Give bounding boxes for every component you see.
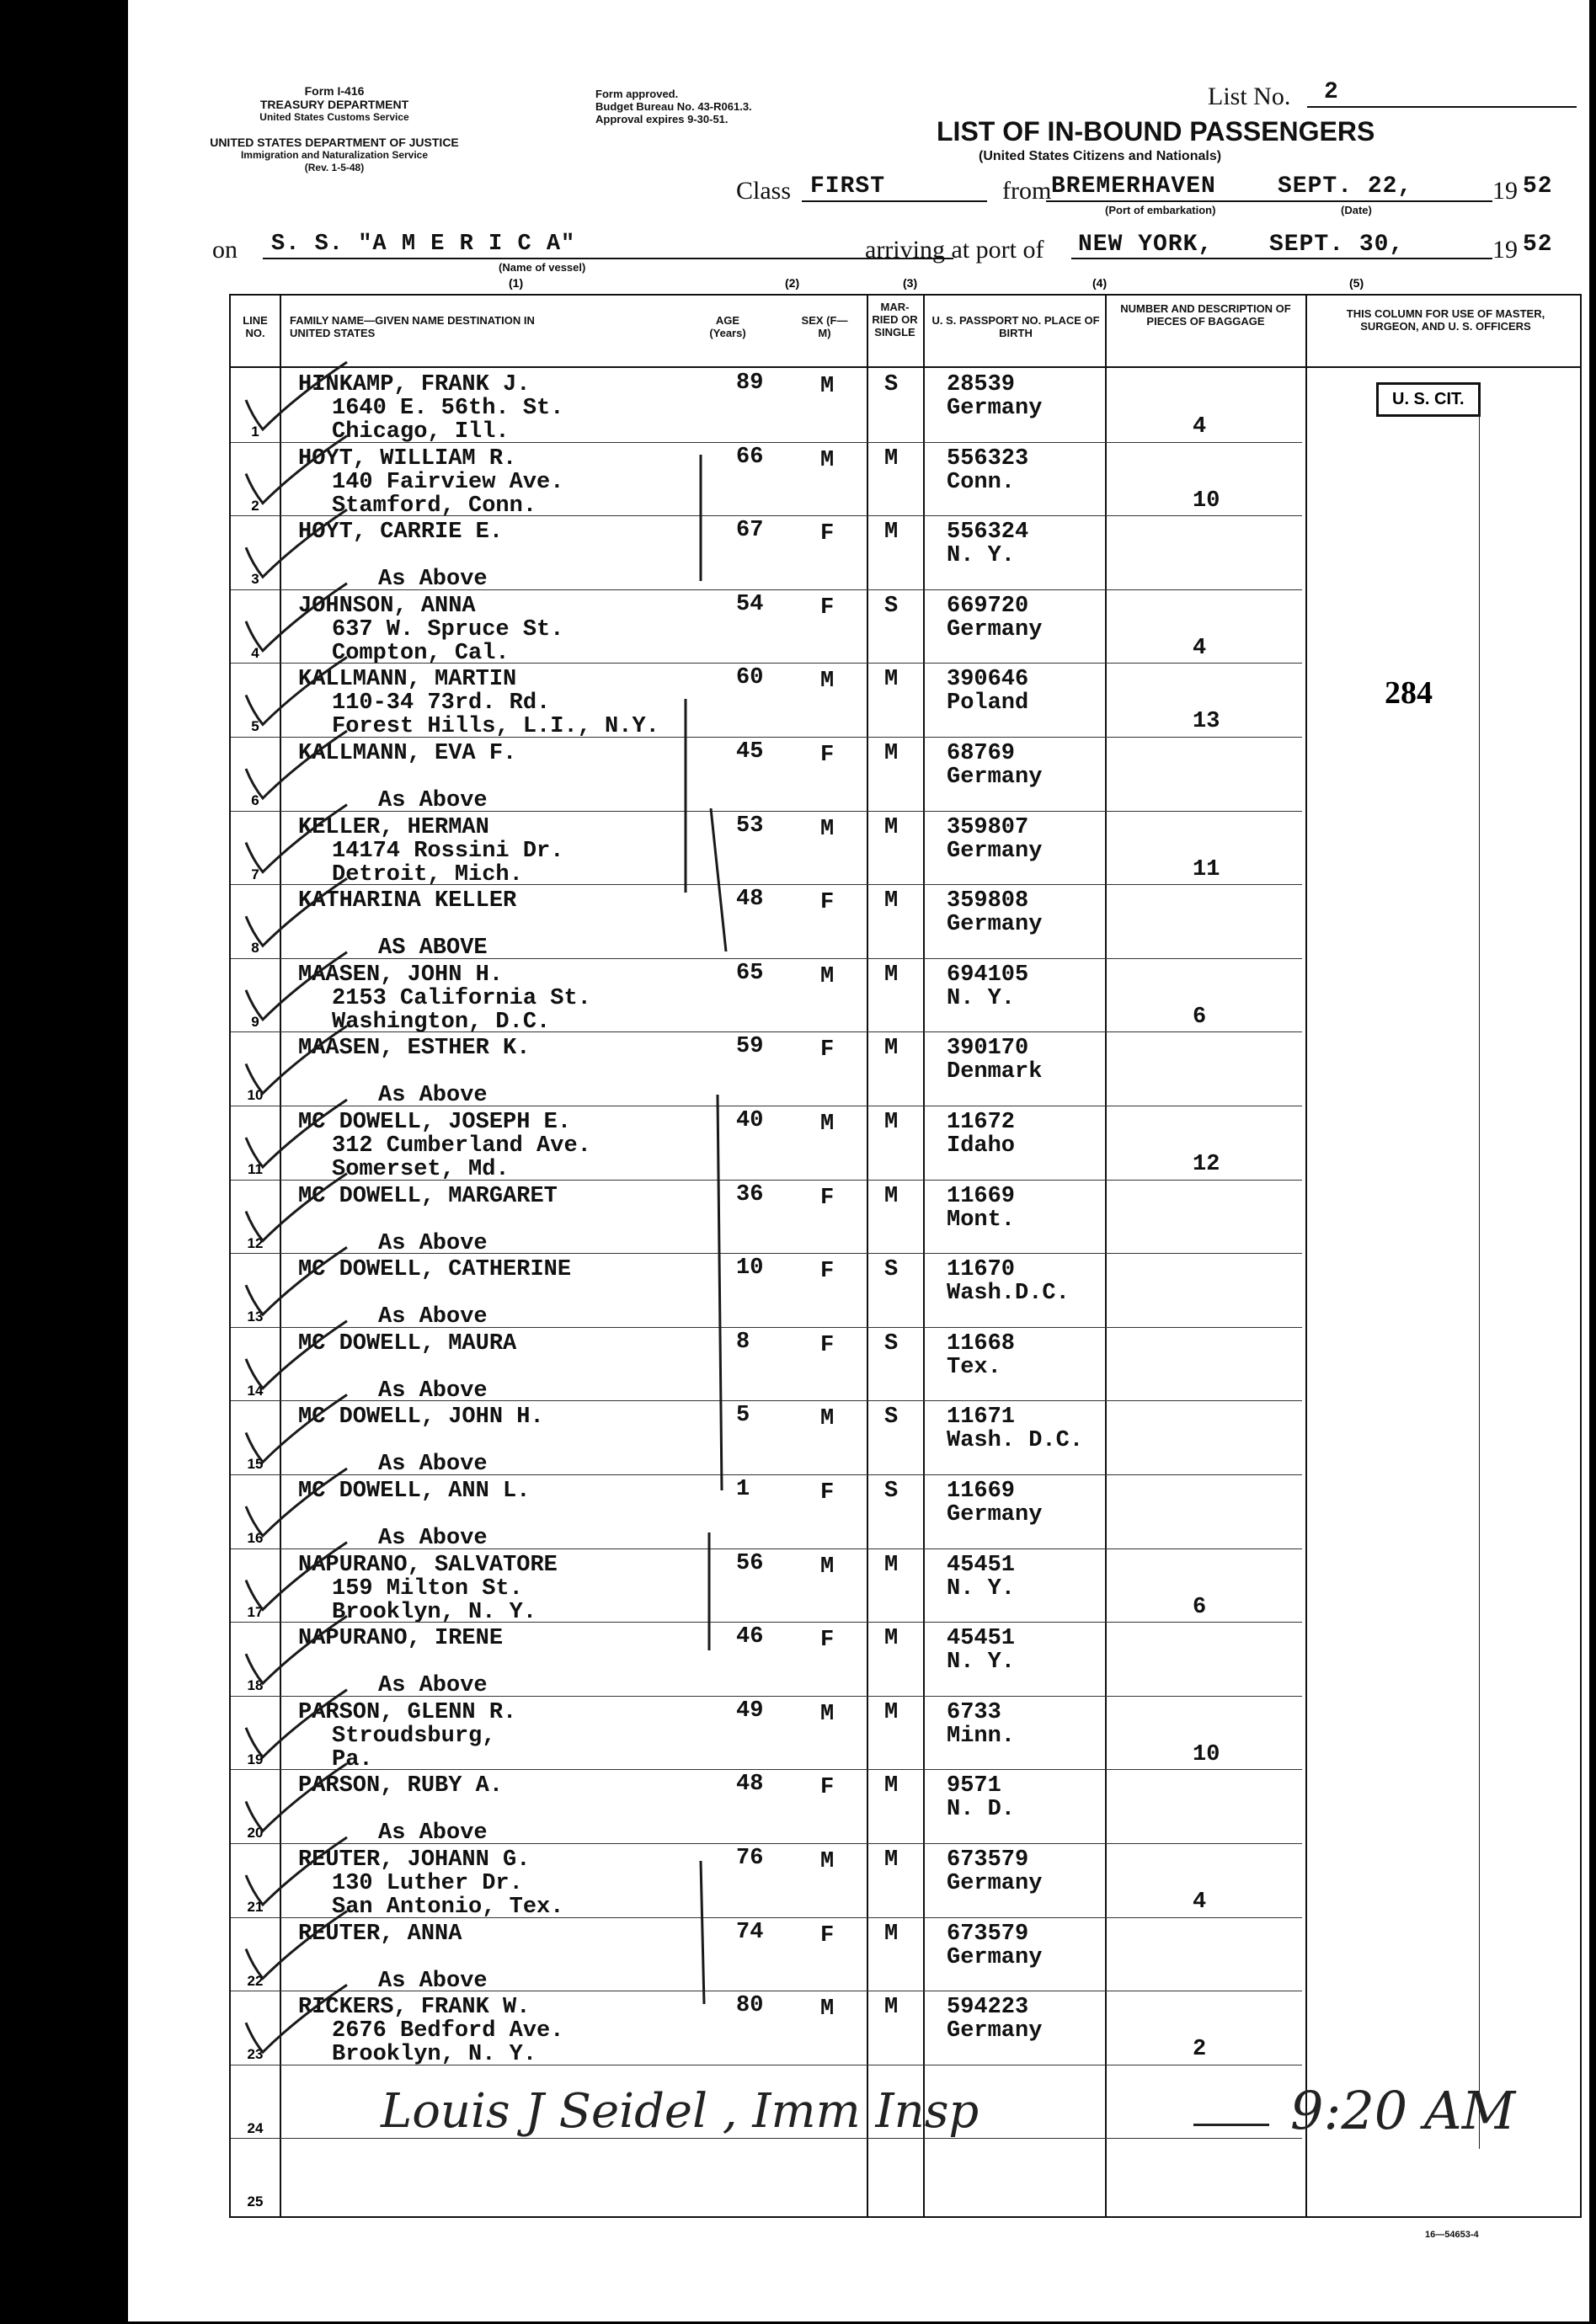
row-divider [231,958,1302,959]
sex: M [820,1849,835,1874]
col-num-1: (1) [509,276,524,290]
sex: M [820,374,835,399]
row-divider [231,515,1302,516]
baggage-count: 10 [1193,1741,1220,1767]
form-number: Form I-416 [304,84,365,98]
class-value: FIRST [810,173,886,200]
line-number: 14 [247,1382,264,1399]
sex: M [820,1111,835,1137]
age: 8 [736,1329,750,1355]
row-divider [231,1400,1302,1401]
age: 1 [736,1477,750,1502]
destination-street: 2676 Bedford Ave. [332,2018,564,2044]
handwritten-number: 284 [1385,675,1433,711]
destination-city: As Above [378,1378,488,1404]
customs-service: United States Customs Service [259,111,409,123]
marital-status: M [884,1921,899,1947]
place-of-birth: Germany [947,1944,1043,1970]
col-header-baggage: NUMBER AND DESCRIPTION OF PIECES OF BAGGAGE [1120,302,1291,328]
passenger-name: MC DOWELL, ANN L. [298,1479,531,1504]
col-header-sex: SEX (F—M) [801,314,848,339]
destination-city: AS ABOVE [378,935,488,962]
age: 49 [736,1698,764,1724]
passenger-name: HINKAMP, FRANK J. [298,372,531,397]
sex: F [820,1775,835,1801]
passenger-name: REUTER, ANNA [298,1921,462,1947]
line-number: 23 [247,2046,264,2063]
line-number: 10 [247,1087,264,1104]
destination-city: Brooklyn, N. Y. [332,2042,537,2068]
place-of-birth: Mont. [947,1207,1016,1233]
place-of-birth: Germany [947,396,1043,421]
marital-status: M [884,1036,899,1062]
age: 56 [736,1550,764,1576]
passport-number: 11669 [947,1479,1016,1504]
age: 89 [736,370,764,396]
passport-number: 11670 [947,1257,1016,1283]
vessel-name: S. S. "A M E R I C A" [271,232,576,257]
col-num-5: (5) [1349,276,1364,290]
passport-number: 694105 [947,962,1029,988]
approval-expires: Approval expires 9-30-51. [595,113,729,125]
page-subtitle: (United States Citizens and Nationals) [979,149,1222,163]
sex: M [820,1406,835,1432]
marital-status: M [884,962,899,988]
line-number: 15 [247,1456,264,1473]
form-approved: Form approved. [595,88,679,100]
passenger-name: PARSON, GLENN R. [298,1699,517,1725]
line-number: 4 [251,644,259,661]
passport-number: 359808 [947,888,1029,914]
inspector-signature: Louis J Seidel , Imm Insp [381,2084,979,2139]
age: 59 [736,1034,764,1060]
line-number: 9 [251,1013,259,1030]
page-title: LIST OF IN-BOUND PASSENGERS [937,116,1375,147]
row-divider [231,811,1302,812]
line-number: 20 [247,1825,264,1842]
marital-status: M [884,1626,899,1652]
destination-street: 110-34 73rd. Rd. [332,690,551,717]
passenger-name: RICKERS, FRANK W. [298,1995,531,2021]
passport-number: 359807 [947,814,1029,840]
destination-street: 1640 E. 56th. St. [332,396,564,421]
passenger-name: MC DOWELL, MARGARET [298,1183,558,1209]
sex: F [820,743,835,768]
line-number: 17 [247,1603,264,1620]
destination-street: 2153 California St. [332,985,591,1011]
passenger-name: NAPURANO, IRENE [298,1626,504,1652]
line-number: 18 [247,1677,264,1694]
signature-time: 9:20 AM [1290,2080,1516,2141]
marital-status: S [884,1479,899,1504]
departure-date: SEPT. 22, [1278,173,1413,200]
age: 48 [736,1772,764,1798]
passenger-name: KELLER, HERMAN [298,814,489,840]
place-of-birth: N. D. [947,1797,1016,1823]
age: 53 [736,813,764,839]
marital-status: M [884,1552,899,1578]
passport-number: 390646 [947,667,1029,693]
row-divider [231,1622,1302,1623]
place-of-birth: Germany [947,1502,1043,1527]
passenger-name: MAASEN, JOHN H. [298,962,504,988]
marital-status: M [884,520,899,546]
destination-street: Stroudsburg, [332,1723,496,1749]
marital-status: M [884,1995,899,2021]
arrival-date: SEPT. 30, [1269,232,1405,258]
place-of-birth: Conn. [947,469,1016,495]
passport-number: 556323 [947,445,1029,472]
sex: F [820,521,835,547]
destination-city: Stamford, Conn. [332,493,537,519]
age: 65 [736,960,764,986]
place-of-birth: Germany [947,912,1043,938]
treasury-dept: TREASURY DEPARTMENT [259,98,409,111]
place-of-birth: N. Y. [947,1575,1016,1602]
age: 80 [736,1993,764,2019]
place-of-birth: Germany [947,2018,1043,2044]
age: 54 [736,591,764,617]
marital-status: S [884,1405,899,1431]
place-of-birth: N. Y. [947,543,1016,569]
age: 66 [736,444,764,470]
marital-status: S [884,1330,899,1357]
row-divider [231,1180,1302,1181]
line-number: 11 [248,1161,263,1177]
arrival-year: 52 [1523,232,1553,258]
line-number: 8 [251,940,259,957]
justice-dept: UNITED STATES DEPARTMENT OF JUSTICE [210,136,459,149]
passport-number: 9571 [947,1773,1001,1799]
passenger-table [229,294,1582,2218]
destination-city: As Above [378,1673,488,1699]
age: 40 [736,1108,764,1133]
passport-number: 556324 [947,520,1029,546]
marital-status: M [884,667,899,693]
destination-city: Detroit, Mich. [332,861,523,887]
line-number: 6 [251,792,259,808]
baggage-count: 2 [1193,2037,1207,2063]
sex: F [820,1037,835,1063]
destination-city: Brooklyn, N. Y. [332,1599,537,1625]
row-divider [231,589,1302,590]
destination-city: As Above [378,567,488,593]
marital-status: M [884,1773,899,1799]
col-header-officers: THIS COLUMN FOR USE OF MASTER, SURGEON, AND U. S. OFFICERS [1346,307,1545,333]
from-label: from [1002,177,1052,205]
row-divider [231,1031,1302,1032]
sex: M [820,963,835,989]
passenger-name: MC DOWELL, MAURA [298,1330,517,1357]
place-of-birth: Tex. [947,1354,1001,1380]
baggage-count: 12 [1193,1152,1220,1177]
destination-city: Somerset, Md. [332,1157,510,1182]
on-label: on [212,236,238,264]
age: 10 [736,1255,764,1282]
destination-city: As Above [378,1526,488,1551]
passport-number: 390170 [947,1036,1029,1062]
row-divider [231,1769,1302,1770]
row-divider [231,737,1302,738]
place-of-birth: Germany [947,616,1043,642]
baggage-count: 11 [1193,856,1220,882]
marital-status: M [884,1110,899,1135]
passenger-name: HOYT, CARRIE E. [298,520,504,546]
destination-city: Washington, D.C. [332,1009,551,1035]
passenger-name: PARSON, RUBY A. [298,1773,504,1799]
passport-number: 6733 [947,1699,1001,1725]
age: 36 [736,1181,764,1207]
destination-street: 140 Fairview Ave. [332,469,564,495]
place-of-birth: N. Y. [947,985,1016,1011]
sex: F [820,1922,835,1948]
col-header-line: LINE NO. [243,314,268,339]
passport-number: 45451 [947,1552,1016,1578]
passport-number: 594223 [947,1995,1029,2021]
passport-number: 45451 [947,1626,1016,1652]
line-number: 22 [247,1972,264,1989]
age: 76 [736,1846,764,1871]
line-number: 24 [247,2119,264,2136]
destination-street: 637 W. Spruce St. [332,616,564,642]
line-number: 7 [251,866,259,882]
destination-city: As Above [378,1230,488,1256]
destination-city: As Above [378,1452,488,1478]
port-of-embarkation: BREMERHAVEN [1051,173,1216,200]
place-of-birth: Minn. [947,1723,1016,1749]
us-citizen-stamp: U. S. CIT. [1376,382,1481,417]
baggage-count: 6 [1193,1004,1207,1030]
arrival-port: NEW YORK, [1078,232,1214,258]
marital-status: S [884,372,899,397]
passenger-name: KATHARINA KELLER [298,888,517,914]
vessel-caption: (Name of vessel) [499,261,586,274]
destination-city: As Above [378,1968,488,1994]
passport-number: 68769 [947,741,1016,766]
destination-city: Forest Hills, L.I., N.Y. [332,714,659,740]
sex: M [820,816,835,842]
baggage-count: 4 [1193,414,1207,440]
row-divider [231,1696,1302,1697]
destination-city: Pa. [332,1746,373,1772]
marital-status: S [884,593,899,619]
sex: M [820,669,835,695]
sex: F [820,594,835,621]
row-divider [231,1253,1302,1254]
baggage-count: 13 [1193,709,1220,735]
col-num-2: (2) [785,276,800,290]
sex: F [820,1628,835,1654]
departure-year: 52 [1523,173,1553,200]
line-number: 25 [247,2193,264,2210]
date-caption: (Date) [1341,204,1372,216]
list-no: 2 [1324,79,1339,105]
baggage-count: 4 [1193,635,1207,661]
passenger-name: MAASEN, ESTHER K. [298,1036,531,1062]
passenger-name: KALLMANN, EVA F. [298,741,517,766]
sex: F [820,1185,835,1211]
passport-number: 11669 [947,1183,1016,1209]
col-header-passport: U. S. PASSPORT NO. PLACE OF BIRTH [931,314,1100,339]
year-prefix: 19 [1492,177,1518,205]
place-of-birth: Idaho [947,1133,1016,1159]
destination-city: Chicago, Ill. [332,419,510,445]
destination-street: 312 Cumberland Ave. [332,1133,591,1159]
class-label: Class [736,177,792,205]
destination-city: As Above [378,788,488,813]
place-of-birth: Poland [947,690,1029,717]
footer-code: 16—54653-4 [1425,2230,1479,2240]
age: 45 [736,739,764,765]
row-divider [231,663,1302,664]
marital-status: M [884,1699,899,1725]
place-of-birth: Wash. D.C. [947,1428,1084,1454]
destination-city: As Above [378,1304,488,1330]
baggage-count: 4 [1193,1890,1207,1915]
year-prefix-2: 19 [1492,236,1518,264]
age: 5 [736,1403,750,1429]
passenger-name: MC DOWELL, JOSEPH E. [298,1110,572,1135]
revision: (Rev. 1-5-48) [304,162,365,173]
passenger-name: MC DOWELL, CATHERINE [298,1257,572,1283]
passenger-name: NAPURANO, SALVATORE [298,1552,558,1578]
destination-city: As Above [378,1820,488,1847]
destination-city: As Above [378,1083,488,1109]
marital-status: M [884,445,899,472]
sex: M [820,1554,835,1580]
place-of-birth: Germany [947,1871,1043,1896]
line-number: 21 [247,1899,264,1915]
passport-number: 673579 [947,1921,1029,1947]
sex: F [820,890,835,916]
destination-street: 14174 Rossini Dr. [332,838,564,864]
passenger-name: KALLMANN, MARTIN [298,667,517,693]
col-num-4: (4) [1092,276,1108,290]
passenger-list-page [128,0,1589,2321]
sex: M [820,1996,835,2023]
row-divider [231,1843,1302,1844]
sex: M [820,1701,835,1727]
arriving-label: arriving at port of [865,236,1044,264]
marital-status: M [884,1183,899,1209]
passenger-name: JOHNSON, ANNA [298,593,476,619]
age: 60 [736,665,764,691]
age: 74 [736,1919,764,1945]
sex: F [820,1480,835,1506]
age: 67 [736,518,764,544]
sex: M [820,447,835,473]
line-number: 16 [247,1530,264,1546]
passport-number: 11668 [947,1330,1016,1357]
marital-status: M [884,888,899,914]
col-num-3: (3) [903,276,918,290]
sex: F [820,1259,835,1285]
marital-status: M [884,814,899,840]
passport-number: 28539 [947,372,1016,397]
marital-status: M [884,741,899,766]
row-divider [231,1327,1302,1328]
row-divider [231,1917,1302,1918]
row-divider [231,442,1302,443]
budget-bureau: Budget Bureau No. 43-R061.3. [595,100,752,113]
row-divider [231,1474,1302,1475]
destination-street: 159 Milton St. [332,1575,523,1602]
passenger-name: REUTER, JOHANN G. [298,1847,531,1873]
passport-number: 11671 [947,1405,1016,1431]
place-of-birth: Wash.D.C. [947,1281,1070,1307]
line-number: 1 [251,424,259,440]
col-header-age: AGE (Years) [709,314,746,339]
baggage-count: 6 [1193,1594,1207,1620]
ins-service: Immigration and Naturalization Service [240,149,429,161]
line-number: 2 [251,497,259,514]
line-number: 5 [251,718,259,735]
marital-status: S [884,1257,899,1283]
destination-city: Compton, Cal. [332,640,510,666]
port-caption: (Port of embarkation) [1105,204,1216,216]
passport-number: 11672 [947,1110,1016,1135]
line-number: 12 [247,1234,264,1251]
destination-street: 130 Luther Dr. [332,1871,523,1896]
passenger-name: MC DOWELL, JOHN H. [298,1405,544,1431]
marital-status: M [884,1847,899,1873]
age: 46 [736,1624,764,1650]
col-header-married: MAR-RIED OR SINGLE [872,301,918,338]
row-divider [231,1548,1302,1549]
place-of-birth: Germany [947,838,1043,864]
passport-number: 673579 [947,1847,1029,1873]
list-no-label: List No. [1208,83,1291,110]
sex: F [820,1332,835,1358]
destination-city: San Antonio, Tex. [332,1895,564,1920]
line-number: 3 [251,571,259,588]
passport-number: 669720 [947,593,1029,619]
place-of-birth: Germany [947,765,1043,790]
place-of-birth: N. Y. [947,1650,1016,1676]
col-header-name: FAMILY NAME—GIVEN NAME DESTINATION IN UNITED STATES [290,314,535,339]
line-number: 19 [247,1751,264,1767]
baggage-count: 10 [1193,488,1220,514]
age: 48 [736,887,764,913]
row-divider [231,884,1302,885]
line-number: 13 [247,1309,264,1325]
place-of-birth: Denmark [947,1059,1043,1085]
passenger-name: HOYT, WILLIAM R. [298,445,517,472]
